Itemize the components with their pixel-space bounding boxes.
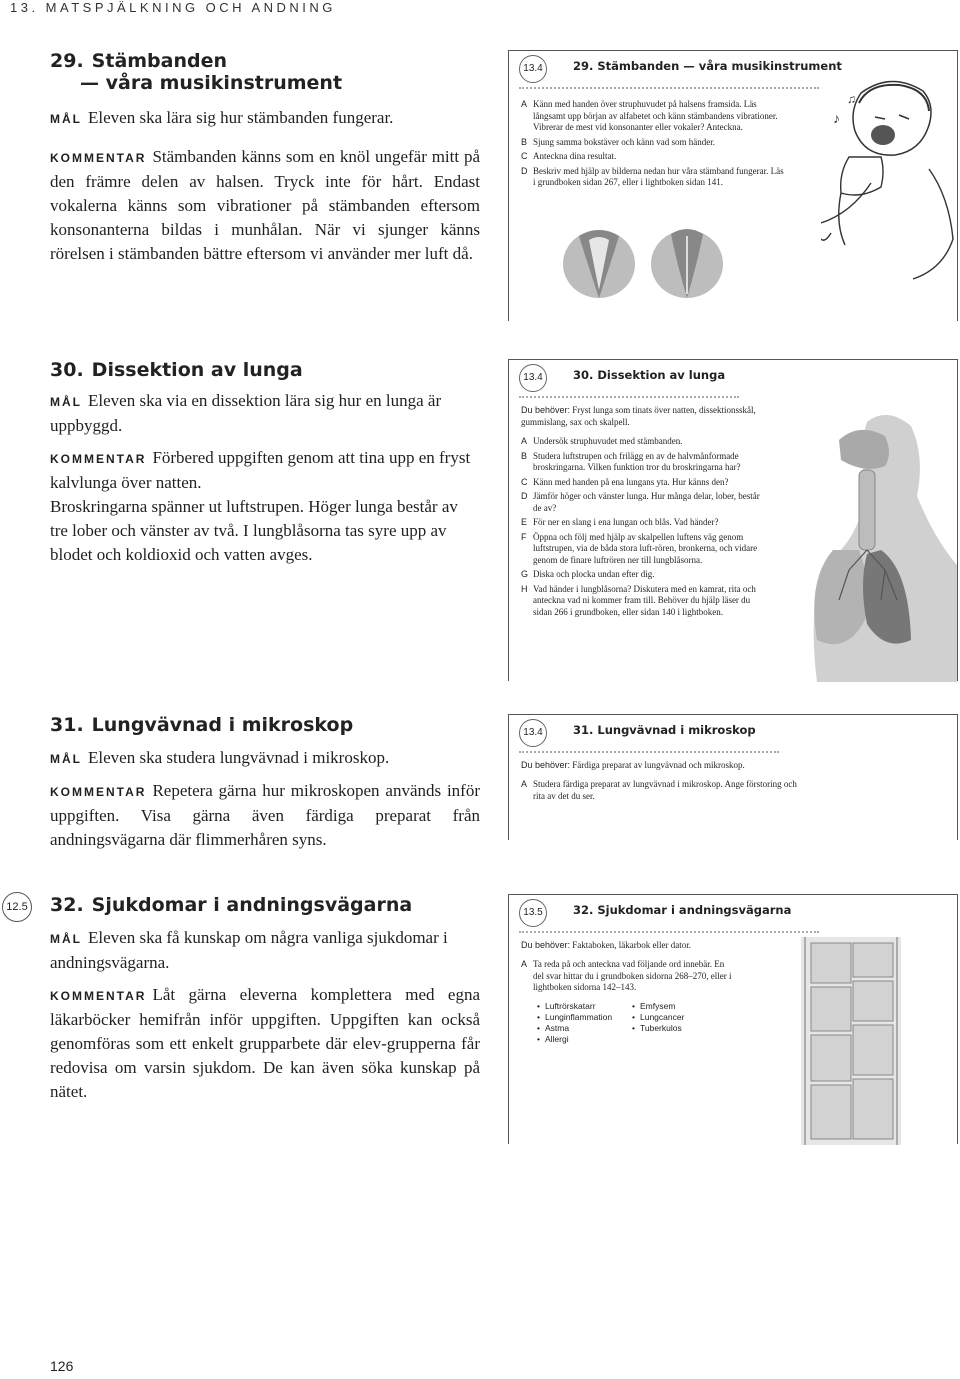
task-item: A Studera färdiga preparat av lungvävnad i mikroskop. Ange förstoring och rita av det du ser.	[521, 779, 797, 801]
vocal-cords-open-illustration	[559, 226, 639, 306]
goal-paragraph: MÅL Eleven ska få kunskap om några vanliga sjukdomar i andningsvägarna.	[50, 928, 448, 972]
section-30	[50, 359, 480, 567]
task-item: A Ta reda på och anteckna vad följande ord innebär. En del svar hittar du i grundboken sidorna 268–270, eller i lightboken sidorna 142–143.	[521, 959, 732, 992]
list-item: • Lunginflammation	[537, 1012, 632, 1023]
section-31	[50, 714, 480, 852]
task-item: B Sjung samma bokstäver och känn vad som händer.	[521, 136, 715, 147]
list-item: • Tuberkulos	[632, 1023, 684, 1034]
task-item: A Undersök struphuvudet med stämbanden.	[521, 436, 683, 446]
comment-paragraph: KOMMENTAR Stämbanden känns som en knöl ungefär mitt på den främre delen av halsen. Tryck inte för hårt. Endast vokalerna känns som vibrationer på stämbanden eftersom konsonanterna bildas i munhålan. När vi sjunger känns rörelsen i stämbanden bättre eftersom vi använder mer luft då.	[50, 147, 480, 263]
task-item: E För ner en slang i ena lungan och blås. Vad händer?	[521, 517, 719, 527]
respiratory-system-illustration	[777, 410, 957, 682]
card-badge: 13.5	[519, 899, 547, 927]
list-item: • Emfysem	[632, 1001, 684, 1012]
task-item: A Känn med handen över struphuvudet på halsens framsida. Läs långsamt upp början av alfabetet och känn stämbandens vibrationer. Vibrerar de mest vid konsonanter eller vokaler? Anteckna.	[521, 99, 778, 132]
task-card-30	[508, 359, 958, 681]
section-title: 29. Stämbanden — våra musikinstrument	[50, 50, 343, 94]
comment-paragraph: KOMMENTAR Förbered uppgiften genom att tina upp en fryst kalvlunga över natten.	[50, 448, 471, 492]
task-card-31	[508, 714, 958, 840]
task-item: D Beskriv med hjälp av bilderna nedan hur våra stämband fungerar. Läs i grundboken sidan 267, eller i lightboken sidan 141.	[521, 165, 784, 187]
running-header: 13. MATSPJÄLKNING OCH ANDNING	[10, 0, 336, 15]
task-item: G Diska och plocka undan efter dig.	[521, 569, 655, 579]
list-item: • Allergi	[537, 1034, 632, 1045]
disease-list-right	[632, 1001, 684, 1045]
card-badge: 13.4	[519, 364, 547, 392]
section-title: 30. Dissektion av lunga	[50, 359, 303, 381]
task-list	[509, 428, 779, 618]
task-card-32	[508, 894, 958, 1144]
task-item: H Vad händer i lungblåsorna? Diskutera med en kamrat, rita och anteckna vad ni kommer fram till. Behöver du hjälp läser du sidan 266 i grundboken, eller sidan 140 i lightboken.	[521, 583, 756, 617]
section-title: 31. Lungvävnad i mikroskop	[50, 714, 354, 736]
goal-paragraph: MÅL Eleven ska lära sig hur stämbanden fungerar.	[50, 108, 394, 127]
task-item: D Jämför höger och vänster lunga. Hur många delar, lober, består de av?	[521, 491, 760, 513]
task-list	[509, 951, 749, 994]
svg-text:♫: ♫	[847, 92, 856, 106]
goal-paragraph: MÅL Eleven ska studera lungvävnad i mikroskop.	[50, 748, 390, 767]
comment-paragraph: KOMMENTAR Låt gärna eleverna komplettera med egna läkarböcker hemifrån inför uppgiften. Uppgiften kan också genomföras som ett enkelt grupparbete där elev-grupperna får redovisa om varsin sjukdom. De kan även söka kunskap på nätet.	[50, 985, 480, 1101]
goal-paragraph: MÅL Eleven ska via en dissektion lära sig hur en lunga är uppbyggd.	[50, 391, 442, 435]
vocal-cords-closed-illustration	[647, 226, 727, 306]
card-badge: 13.4	[519, 719, 547, 747]
task-card-29	[508, 50, 958, 321]
task-item: C Känn med handen på ena lungans yta. Hur känns den?	[521, 476, 729, 487]
card-title: 29. Stämbanden — våra musikinstrument	[573, 59, 842, 73]
card-title: 31. Lungvävnad i mikroskop	[573, 723, 756, 737]
respiratory-tissue-illustration	[801, 937, 901, 1145]
chapter-reference-badge: 12.5	[2, 892, 32, 922]
list-item: • Astma	[537, 1023, 632, 1034]
requirements: Du behöver: Fryst lunga som tinats över natten, dissektionsskål, gummislang, sax och skalpell.	[521, 405, 756, 427]
list-item: • Luftrörskatarr	[537, 1001, 632, 1012]
svg-text:♪: ♪	[833, 112, 840, 127]
task-item: B Studera luftstrupen och frilägg en av de halvmånformade broskringarna. Vilken funktion tror du broskringarna har?	[521, 450, 741, 472]
task-item: C Anteckna dina resultat.	[521, 151, 617, 161]
card-badge: 13.4	[519, 55, 547, 83]
comment-paragraph: KOMMENTAR Repetera gärna hur mikroskopen används inför uppgiften. Visa gärna även färdiga preparat från andningsvägarna där flimmerhåren syns.	[50, 781, 480, 849]
section-32	[50, 894, 480, 1104]
task-list	[509, 771, 809, 802]
section-title: 32. Sjukdomar i andningsvägarna	[50, 894, 413, 916]
disease-list-left	[537, 1001, 632, 1045]
card-title: 30. Dissektion av lunga	[573, 368, 726, 382]
list-item: • Lungcancer	[632, 1012, 684, 1023]
section-29	[50, 50, 480, 266]
task-list	[509, 89, 799, 189]
page-number: 126	[50, 1358, 74, 1374]
singing-person-illustration	[821, 73, 957, 283]
comment-paragraph-2: Broskringarna spänner ut luftstrupen. Höger lunga består av tre lober och vänster av två. I lungblåsorna tas syre upp av blodet och koldioxid och vatten avges.	[50, 497, 458, 564]
requirements: Du behöver: Faktaboken, läkarbok eller dator.	[521, 940, 691, 950]
card-title: 32. Sjukdomar i andningsvägarna	[573, 903, 792, 917]
requirements: Du behöver: Färdiga preparat av lungvävnad och mikroskop.	[521, 760, 745, 770]
task-item: F Öppna och följ med hjälp av skalpellen luftens väg genom luftstrupen, via de båda stora luft-rören, bronkerna, och vidare genom de finare luftrören ner till lungblåsorna.	[521, 531, 758, 565]
